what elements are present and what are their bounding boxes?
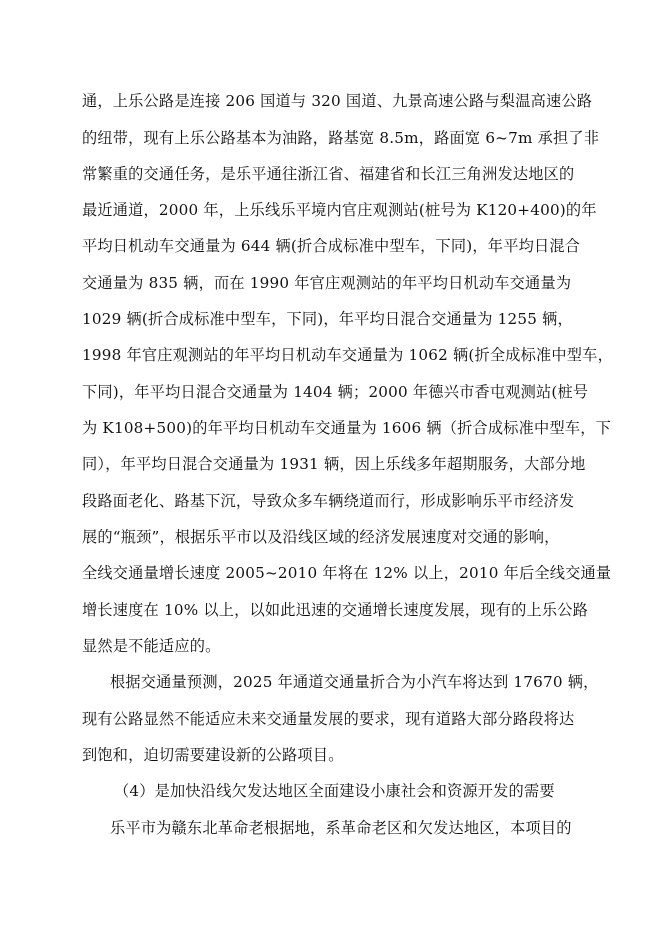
paragraph-1-line: 常繁重的交通任务，是乐平通往浙江省、福建省和长江三角洲发达地区的 [82,165,575,183]
paragraph-1-line: 下同)，年平均日混合交通量为 1404 辆；2000 年德兴市香屯观测站(桩号 [82,383,589,401]
paragraph-1-line: 段路面老化、路基下沉，导致众多车辆绕道而行，形成影响乐平市经济发 [82,492,575,510]
paragraph-2-line: 根据交通量预测，2025 年通道交通量折合为小汽车将达到 17670 辆， [110,673,599,691]
section-heading-4: （4）是加快沿线欠发达地区全面建设小康社会和资源开发的需要 [114,782,555,800]
paragraph-1-line: 1998 年官庄观测站的年平均日机动车交通量为 1062 辆(折全成标准中型车， [82,346,613,364]
paragraph-1-line: 显然是不能适应的。 [82,637,221,655]
paragraph-2-line: 到饱和，迫切需要建设新的公路项目。 [82,746,344,764]
paragraph-1-line: 为 K108+500)的年平均日机动车交通量为 1606 辆（折合成标准中型车，下 [82,419,611,437]
paragraph-1-line: 交通量为 835 辆，而在 1990 年官庄观测站的年平均日机动车交通量为 [82,274,572,292]
paragraph-1-line: 同），年平均日混合交通量为 1931 辆，因上乐线多年超期服务，大部分地 [82,455,586,473]
paragraph-1-line: 平均日机动车交通量为 644 辆(折合成标准中型车，下同)，年平均日混合 [82,237,581,255]
paragraph-2-line: 现有公路显然不能适应未来交通量发展的要求，现有道路大部分路段将达 [82,710,575,728]
paragraph-3-line: 乐平市为赣东北革命老根据地，系革命老区和欠发达地区，本项目的 [110,819,572,837]
paragraph-1-line: 的纽带，现有上乐公路基本为油路，路基宽 8.5m，路面宽 6~7m 承担了非 [82,129,600,147]
paragraph-1-line: 增长速度在 10% 以上，以如此迅速的交通增长速度发展，现有的上乐公路 [82,601,589,619]
paragraph-1-line: 展的“瓶颈”，根据乐平市以及沿线区域的经济发展速度对交通的影响， [82,528,560,546]
paragraph-1-line: 1029 辆(折合成标准中型车，下同)，年平均日混合交通量为 1255 辆， [82,310,573,328]
paragraph-1-line: 通，上乐公路是连接 206 国道与 320 国道、九景高速公路与梨温高速公路 [82,92,593,110]
paragraph-1-line: 全线交通量增长速度 2005~2010 年将在 12% 以上，2010 年后全线交通量 [82,564,612,582]
paragraph-1-line: 最近通道，2000 年，上乐线乐平境内官庄观测站(桩号为 K120+400)的年 [82,201,597,219]
